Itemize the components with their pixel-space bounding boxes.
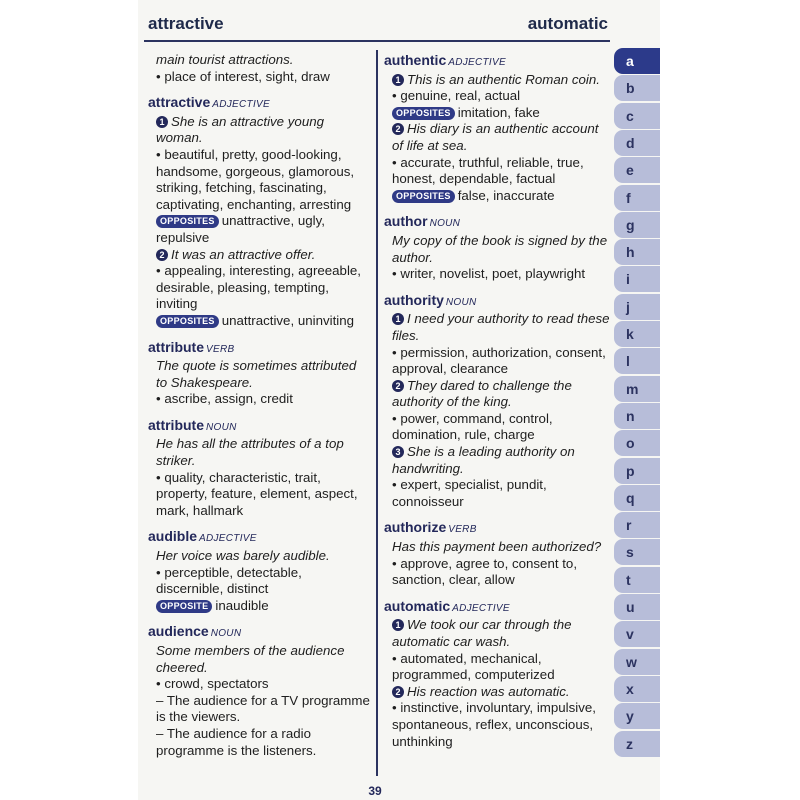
- example: Has this payment been authorized?: [392, 539, 602, 555]
- thumb-tab-m[interactable]: m: [614, 376, 660, 402]
- example: main tourist attractions.: [156, 52, 294, 67]
- synonyms: • place of interest, sight, draw: [156, 68, 330, 84]
- part-of-speech: ADJECTIVE: [448, 57, 506, 68]
- synonyms: • quality, characteristic, trait, property, feature, element, aspect, mark, hallmark: [156, 469, 358, 518]
- thumb-tab-a[interactable]: a: [614, 48, 660, 74]
- thumb-tab-o[interactable]: o: [614, 430, 660, 456]
- part-of-speech: NOUN: [206, 421, 237, 433]
- thumb-tab-n[interactable]: n: [614, 403, 660, 429]
- thumb-tab-c[interactable]: c: [614, 103, 660, 129]
- synonyms: • instinctive, involuntary, impulsive, spontaneous, reflex, unconscious, unthinking: [392, 700, 596, 749]
- opposites-badge: OPPOSITES: [392, 107, 455, 120]
- thumb-tab-z[interactable]: z: [614, 731, 660, 757]
- sense-number-3: 3: [392, 446, 404, 458]
- part-of-speech: ADJECTIVE: [452, 602, 510, 614]
- sense-number-2: 2: [392, 123, 404, 135]
- thumb-tab-b[interactable]: b: [614, 75, 660, 101]
- entry-attractive: [148, 94, 370, 329]
- synonyms: • automated, mechanical, programmed, computerized: [392, 650, 555, 683]
- entry-attractions-continued: [148, 52, 370, 85]
- synonyms: • power, command, control, domination, rule, charge: [392, 410, 553, 443]
- sense-number-2: 2: [156, 249, 168, 261]
- example: 2 It was an attractive offer.: [148, 247, 370, 264]
- part-of-speech: VERB: [448, 524, 477, 536]
- header-first-word: attractive: [148, 14, 224, 33]
- synonyms: • beautiful, pretty, good-looking, handsome, gorgeous, glamorous, striking, fetching, fascinating, captivating, enchanting, arresting: [156, 146, 355, 212]
- part-of-speech: VERB: [206, 343, 235, 355]
- opposites-badge: OPPOSITES: [392, 190, 455, 203]
- sense-number-1: 1: [392, 619, 404, 631]
- thumb-tab-i[interactable]: i: [614, 266, 660, 292]
- opposites-badge: OPPOSITES: [156, 215, 219, 228]
- thumb-tab-h[interactable]: h: [614, 239, 660, 265]
- thumb-tab-r[interactable]: r: [614, 512, 660, 538]
- headword: attribute: [148, 338, 204, 355]
- right-column: [384, 52, 612, 759]
- sense-number-1: 1: [156, 116, 168, 128]
- thumb-tab-j[interactable]: j: [614, 294, 660, 320]
- example: My copy of the book is signed by the author.: [392, 232, 608, 265]
- opposites: OPPOSITES unattractive, uninviting: [148, 313, 370, 330]
- headword: audible: [148, 528, 198, 545]
- synonyms: • writer, novelist, poet, playwright: [392, 266, 586, 282]
- headword: audience: [148, 623, 209, 640]
- thumb-tab-s[interactable]: s: [614, 539, 660, 565]
- entry-authority: [384, 292, 612, 511]
- thumb-tab-u[interactable]: u: [614, 594, 660, 620]
- thumb-tab-p[interactable]: p: [614, 458, 660, 484]
- synonyms: • genuine, real, actual: [392, 88, 521, 104]
- sense-number-2: 2: [392, 380, 404, 392]
- sense-number-1: 1: [392, 313, 404, 325]
- headword: author: [384, 213, 428, 230]
- headword: authorize: [384, 519, 447, 536]
- synonyms: • approve, agree to, consent to, sanction, clear, allow: [392, 555, 578, 588]
- example: 1 I need your authority to read these files.: [392, 311, 610, 343]
- page-number: 39: [368, 784, 382, 798]
- example: The quote is sometimes attributed to Shakespeare.: [156, 358, 357, 390]
- thumb-tab-y[interactable]: y: [614, 703, 660, 729]
- example: 2 His reaction was automatic.: [384, 684, 612, 701]
- synonyms: • expert, specialist, pundit, connoisseur: [392, 477, 547, 509]
- example: 1 We took our car through the automatic car wash.: [392, 617, 572, 649]
- headword: authentic: [384, 52, 447, 68]
- thumb-tab-k[interactable]: k: [614, 321, 660, 347]
- header-last-word: automatic: [527, 14, 608, 33]
- synonyms: • permission, authorization, consent, approval, clearance: [392, 344, 606, 377]
- entry-authorize: [384, 519, 612, 588]
- part-of-speech: ADJECTIVE: [212, 99, 270, 111]
- part-of-speech: NOUN: [429, 218, 461, 230]
- headword: authority: [384, 291, 444, 308]
- opposites: OPPOSITES false, inaccurate: [384, 188, 612, 205]
- header-rule: [144, 40, 610, 42]
- thumb-tab-x[interactable]: x: [614, 676, 660, 702]
- entry-audience: [148, 623, 370, 759]
- part-of-speech: NOUN: [210, 628, 242, 640]
- synonyms: • accurate, truthful, reliable, true, honest, dependable, factual: [392, 154, 584, 187]
- entry-author: [384, 213, 612, 282]
- example: 2 His diary is an authentic account of life at sea.: [392, 121, 599, 153]
- entry-authentic: [384, 52, 612, 204]
- entry-attribute-noun: [148, 417, 370, 520]
- part-of-speech: ADJECTIVE: [199, 533, 257, 545]
- thumb-tab-l[interactable]: l: [614, 348, 660, 374]
- sense-number-2: 2: [392, 686, 404, 698]
- headword: attractive: [148, 94, 211, 111]
- thumb-tab-t[interactable]: t: [614, 567, 660, 593]
- entry-audible: [148, 528, 370, 614]
- thumb-tab-g[interactable]: g: [614, 212, 660, 238]
- thumb-tab-v[interactable]: v: [614, 621, 660, 647]
- left-column: [148, 52, 370, 768]
- thumb-tab-e[interactable]: e: [614, 157, 660, 183]
- entry-attribute-verb: [148, 339, 370, 408]
- example: Some members of the audience cheered.: [156, 643, 345, 675]
- thumb-tab-f[interactable]: f: [614, 185, 660, 211]
- headword: automatic: [384, 597, 451, 614]
- thumb-tab-d[interactable]: d: [614, 130, 660, 156]
- opposites: OPPOSITES imitation, fake: [384, 105, 612, 122]
- synonyms: • appealing, interesting, agreeable, desirable, pleasing, tempting, inviting: [156, 263, 361, 312]
- thumb-tab-w[interactable]: w: [614, 649, 660, 675]
- synonyms: • perceptible, detectable, discernible, distinct: [156, 564, 302, 597]
- usage-note: – The audience for a radio programme is the listeners.: [156, 725, 317, 758]
- page-header: [148, 8, 608, 42]
- part-of-speech: NOUN: [445, 296, 477, 308]
- example: Her voice was barely audible.: [156, 548, 330, 564]
- sense-number-1: 1: [392, 74, 404, 86]
- column-divider: [376, 50, 378, 776]
- example: 1 She is an attractive young woman.: [156, 113, 325, 146]
- opposites: OPPOSITES unattractive, ugly, repulsive: [156, 213, 325, 245]
- synonyms: • ascribe, assign, credit: [156, 391, 293, 407]
- thumb-tab-q[interactable]: q: [614, 485, 660, 511]
- opposite-badge: OPPOSITE: [156, 600, 212, 613]
- synonyms: • crowd, spectators: [156, 676, 269, 692]
- usage-note: – The audience for a TV programme is the viewers.: [156, 692, 370, 725]
- entry-automatic: [384, 598, 612, 750]
- example: He has all the attributes of a top striker.: [156, 436, 344, 469]
- example: 3 She is a leading authority on handwriting.: [392, 444, 575, 476]
- headword: attribute: [148, 416, 204, 433]
- example: 2 They dared to challenge the authority of the king.: [392, 377, 572, 410]
- opposites: OPPOSITE inaudible: [148, 598, 370, 615]
- opposites-badge: OPPOSITES: [156, 315, 219, 328]
- example: 1 This is an authentic Roman coin.: [384, 72, 612, 89]
